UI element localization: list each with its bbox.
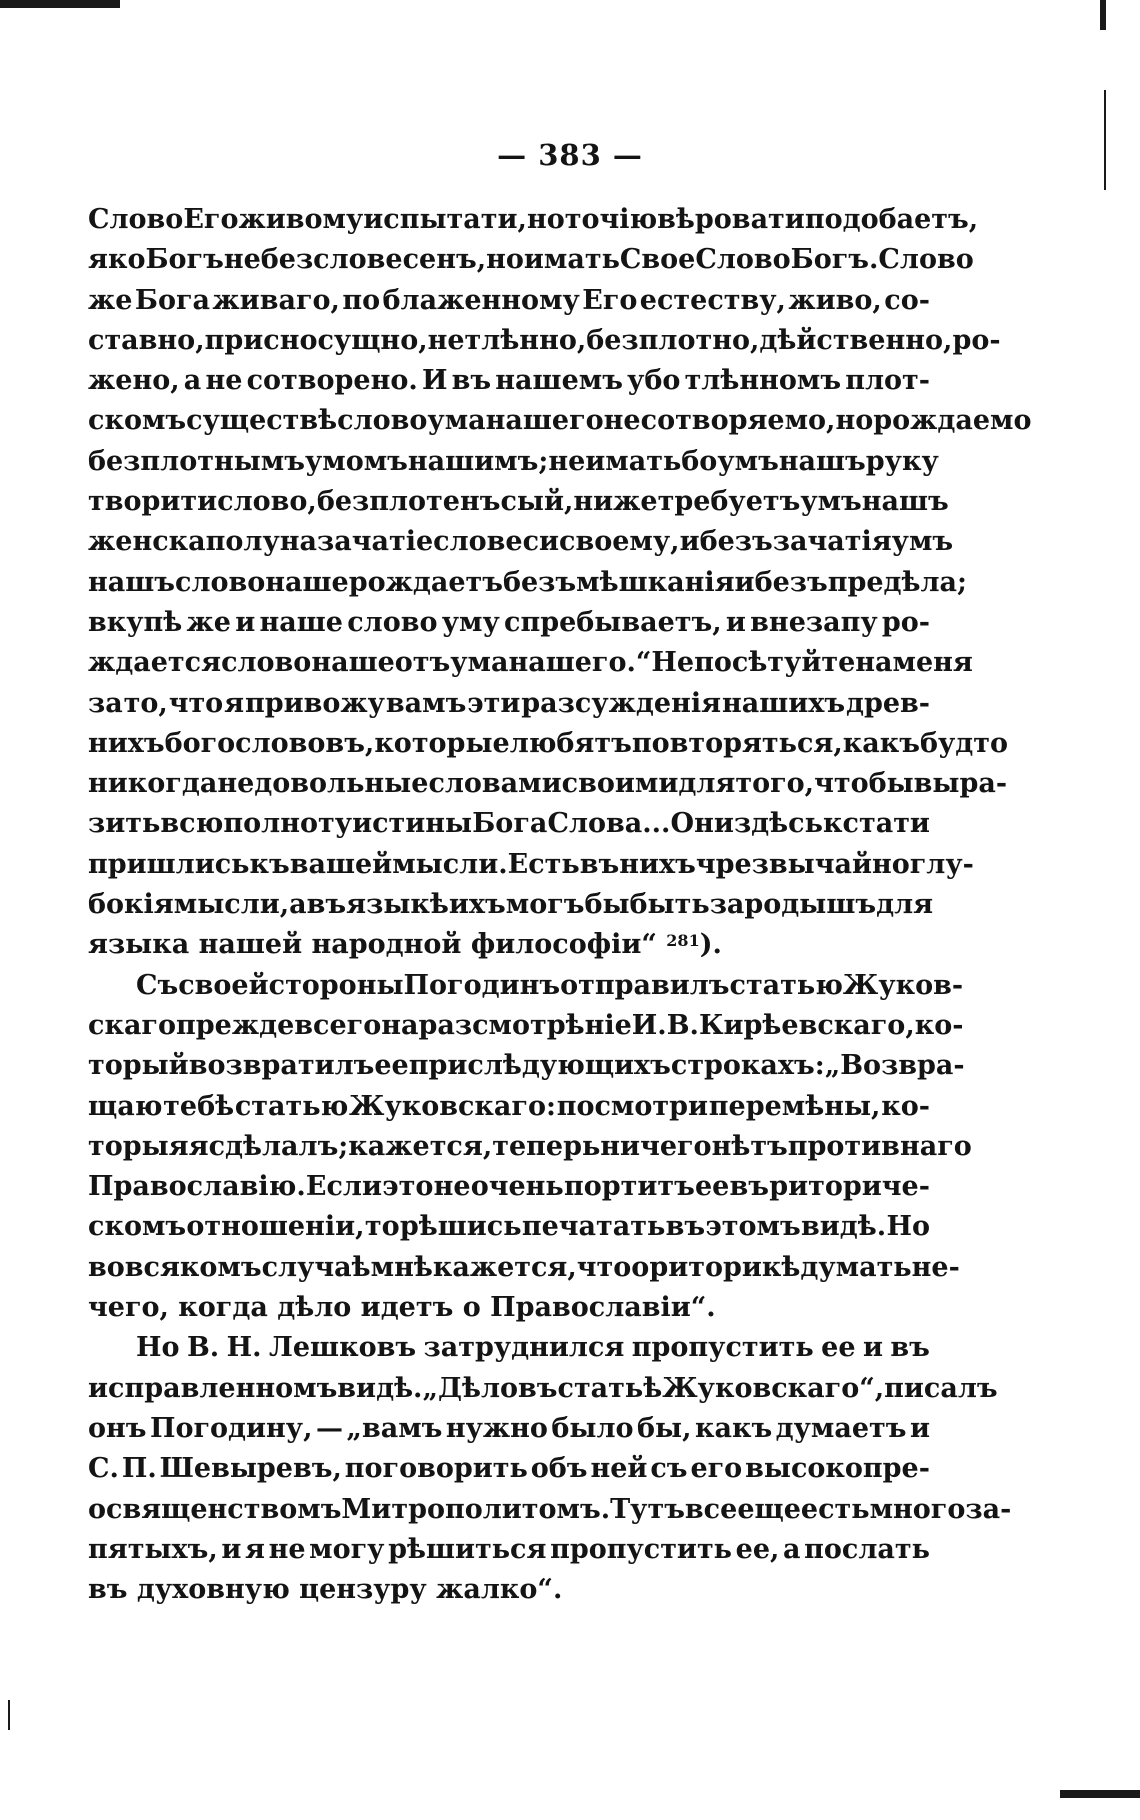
text-line: [88, 563, 968, 603]
text-line: [88, 1449, 930, 1489]
text-line-words: зить всю полноту истины Бога Слова... Они здѣсь кстати: [88, 808, 930, 840]
text-line-words: пятыхъ, и я не могу рѣшиться пропустить ее, а послать: [88, 1533, 930, 1565]
text-line: [88, 1288, 930, 1328]
text-line-content: въ духовную цензуру жалко“.: [88, 1574, 563, 1606]
text-line: [88, 1006, 964, 1046]
page-number: — 383 —: [497, 138, 643, 172]
text-line: [88, 482, 949, 522]
text-line: [88, 1328, 930, 1368]
text-line-words: во всякомъ случаѣ мнѣ кажется, что о риторикѣ думать не-: [88, 1251, 960, 1283]
text-line: [88, 1530, 930, 1570]
text-line: [88, 240, 974, 280]
text-line: [88, 643, 973, 683]
text-line-words: нихъ богослововъ, которые любятъ повторяться, какъ будто: [88, 727, 1008, 759]
text-line-words: пришлись къ вашей мысли. Есть въ нихъ чрезвычайно глу-: [88, 848, 974, 880]
scan-edge-top-left: [0, 0, 120, 8]
text-line: [88, 925, 930, 965]
text-line-words: скомъ отношеніи, то рѣшись печатать въ этомъ видѣ. Но: [88, 1211, 930, 1243]
text-line: [88, 442, 939, 482]
text-line: [88, 401, 1032, 441]
text-line: [88, 966, 964, 1006]
text-line: [88, 200, 979, 240]
text-line: [88, 764, 1008, 804]
scan-edge-bottom-right: [1060, 1790, 1140, 1798]
text-line-words: яко Богъ не безсловесенъ, но имать Свое Слово Богъ. Слово: [88, 244, 974, 276]
text-line: [88, 1087, 930, 1127]
text-line-words: творити слово, безплотенъ сый, ниже требуетъ умъ нашъ: [88, 486, 949, 518]
text-line-words: торый возвратилъ ее при слѣдующихъ строкахъ: „Возвра-: [88, 1050, 965, 1082]
text-line-words: женска полу на зачатіе словеси своему, и безъ зачатія умъ: [88, 526, 954, 558]
text-line: [88, 1490, 1012, 1530]
text-line-words: онъ Погодину, — „вамъ нужно было бы, какъ думаетъ и: [88, 1412, 930, 1444]
text-line-words: бокія мысли, а въ языкѣ ихъ могъ бы быть зародышъ для: [88, 889, 934, 921]
text-line-words: нашъ слово наше рождаетъ безъ мѣшканія и безъ предѣла;: [88, 566, 968, 598]
text-line-words: Слово Его живому испытати, но точію вѣровати подобаетъ,: [88, 204, 979, 235]
text-line-words: щаю тебѣ статью Жуковскаго: посмотри перемѣны, ко-: [88, 1090, 930, 1122]
text-line: [88, 1046, 965, 1086]
text-line-words: торыя я сдѣлалъ; кажется, теперь ничего нѣтъ противнаго: [88, 1130, 972, 1162]
text-line: [88, 281, 930, 321]
text-line: [88, 804, 930, 844]
text-line-words: скомъ существѣ слово ума нашего не сотворяемо, но рождаемо: [88, 405, 1032, 437]
text-line-words: вкупѣ же и наше слово уму спребываетъ, и внезапу ро-: [88, 606, 930, 638]
text-line: [88, 603, 930, 643]
text-line-words: жено, а не сотворено. И въ нашемъ убо тлѣнномъ плот-: [88, 365, 930, 397]
text-line-words: освященствомъ Митрополитомъ. Тутъ все еще есть много за-: [88, 1493, 1012, 1525]
text-line: [88, 1167, 930, 1207]
text-line-content: языка нашей народной философіи“: [88, 929, 657, 961]
text-line-words: Съ своей стороны Погодинъ отправилъ статью Жуков-: [136, 969, 964, 1001]
text-line-words: исправленномъ видѣ. „Дѣло въ статьѣ Жуковскаго“, писалъ: [88, 1372, 998, 1404]
text-line-words: С. П. Шевыревъ, поговорить объ ней съ его высокопре-: [88, 1453, 930, 1485]
text-line-words: Православію. Если это не очень портитъ ее въ риториче-: [88, 1171, 930, 1203]
line-tail: ).: [699, 929, 722, 961]
text-line: [88, 361, 930, 401]
text-line-words: никогда недовольные словами своими для того, чтобы выра-: [88, 768, 1008, 800]
page-body: [88, 200, 1032, 1610]
footnote-reference: 281: [666, 931, 700, 951]
text-line: [88, 885, 934, 925]
text-line: [88, 724, 1008, 764]
text-line: [88, 1127, 972, 1167]
text-line: [88, 1248, 960, 1288]
text-line-words: Но В. Н. Лешковъ затруднился пропустить ее и въ: [136, 1332, 930, 1364]
scan-edge-top-right: [1100, 0, 1106, 30]
text-line-words: скаго прежде всего на разсмотрѣніе И. В. Кирѣевскаго, ко-: [88, 1009, 964, 1041]
text-line-words: же Бога живаго, по блаженному Его естеству, живо, со-: [88, 284, 930, 316]
text-line-words: ставно, присносущно, нетлѣнно, безплотно, дѣйственно, ро-: [88, 324, 1001, 356]
text-line: [88, 1207, 930, 1247]
text-line: [88, 684, 930, 724]
text-line: [88, 321, 1001, 361]
text-line: [88, 522, 954, 562]
text-line-content: чего, когда дѣло идетъ о Православіи“.: [88, 1292, 716, 1324]
text-line: [88, 1369, 998, 1409]
scan-edge-left-line: [8, 1700, 10, 1730]
text-line-words: ждается слово наше отъ ума нашего.“ Не посѣтуйте на меня: [88, 647, 973, 679]
text-line: [88, 1409, 930, 1449]
text-line-words: безплотнымъ умомъ нашимъ; не имать бо умъ нашъ руку: [88, 445, 939, 477]
text-line: [88, 1570, 930, 1610]
text-line: [88, 845, 974, 885]
text-line-words: за то, что я привожу вамъ эти разсужденія нашихъ древ-: [88, 687, 930, 719]
